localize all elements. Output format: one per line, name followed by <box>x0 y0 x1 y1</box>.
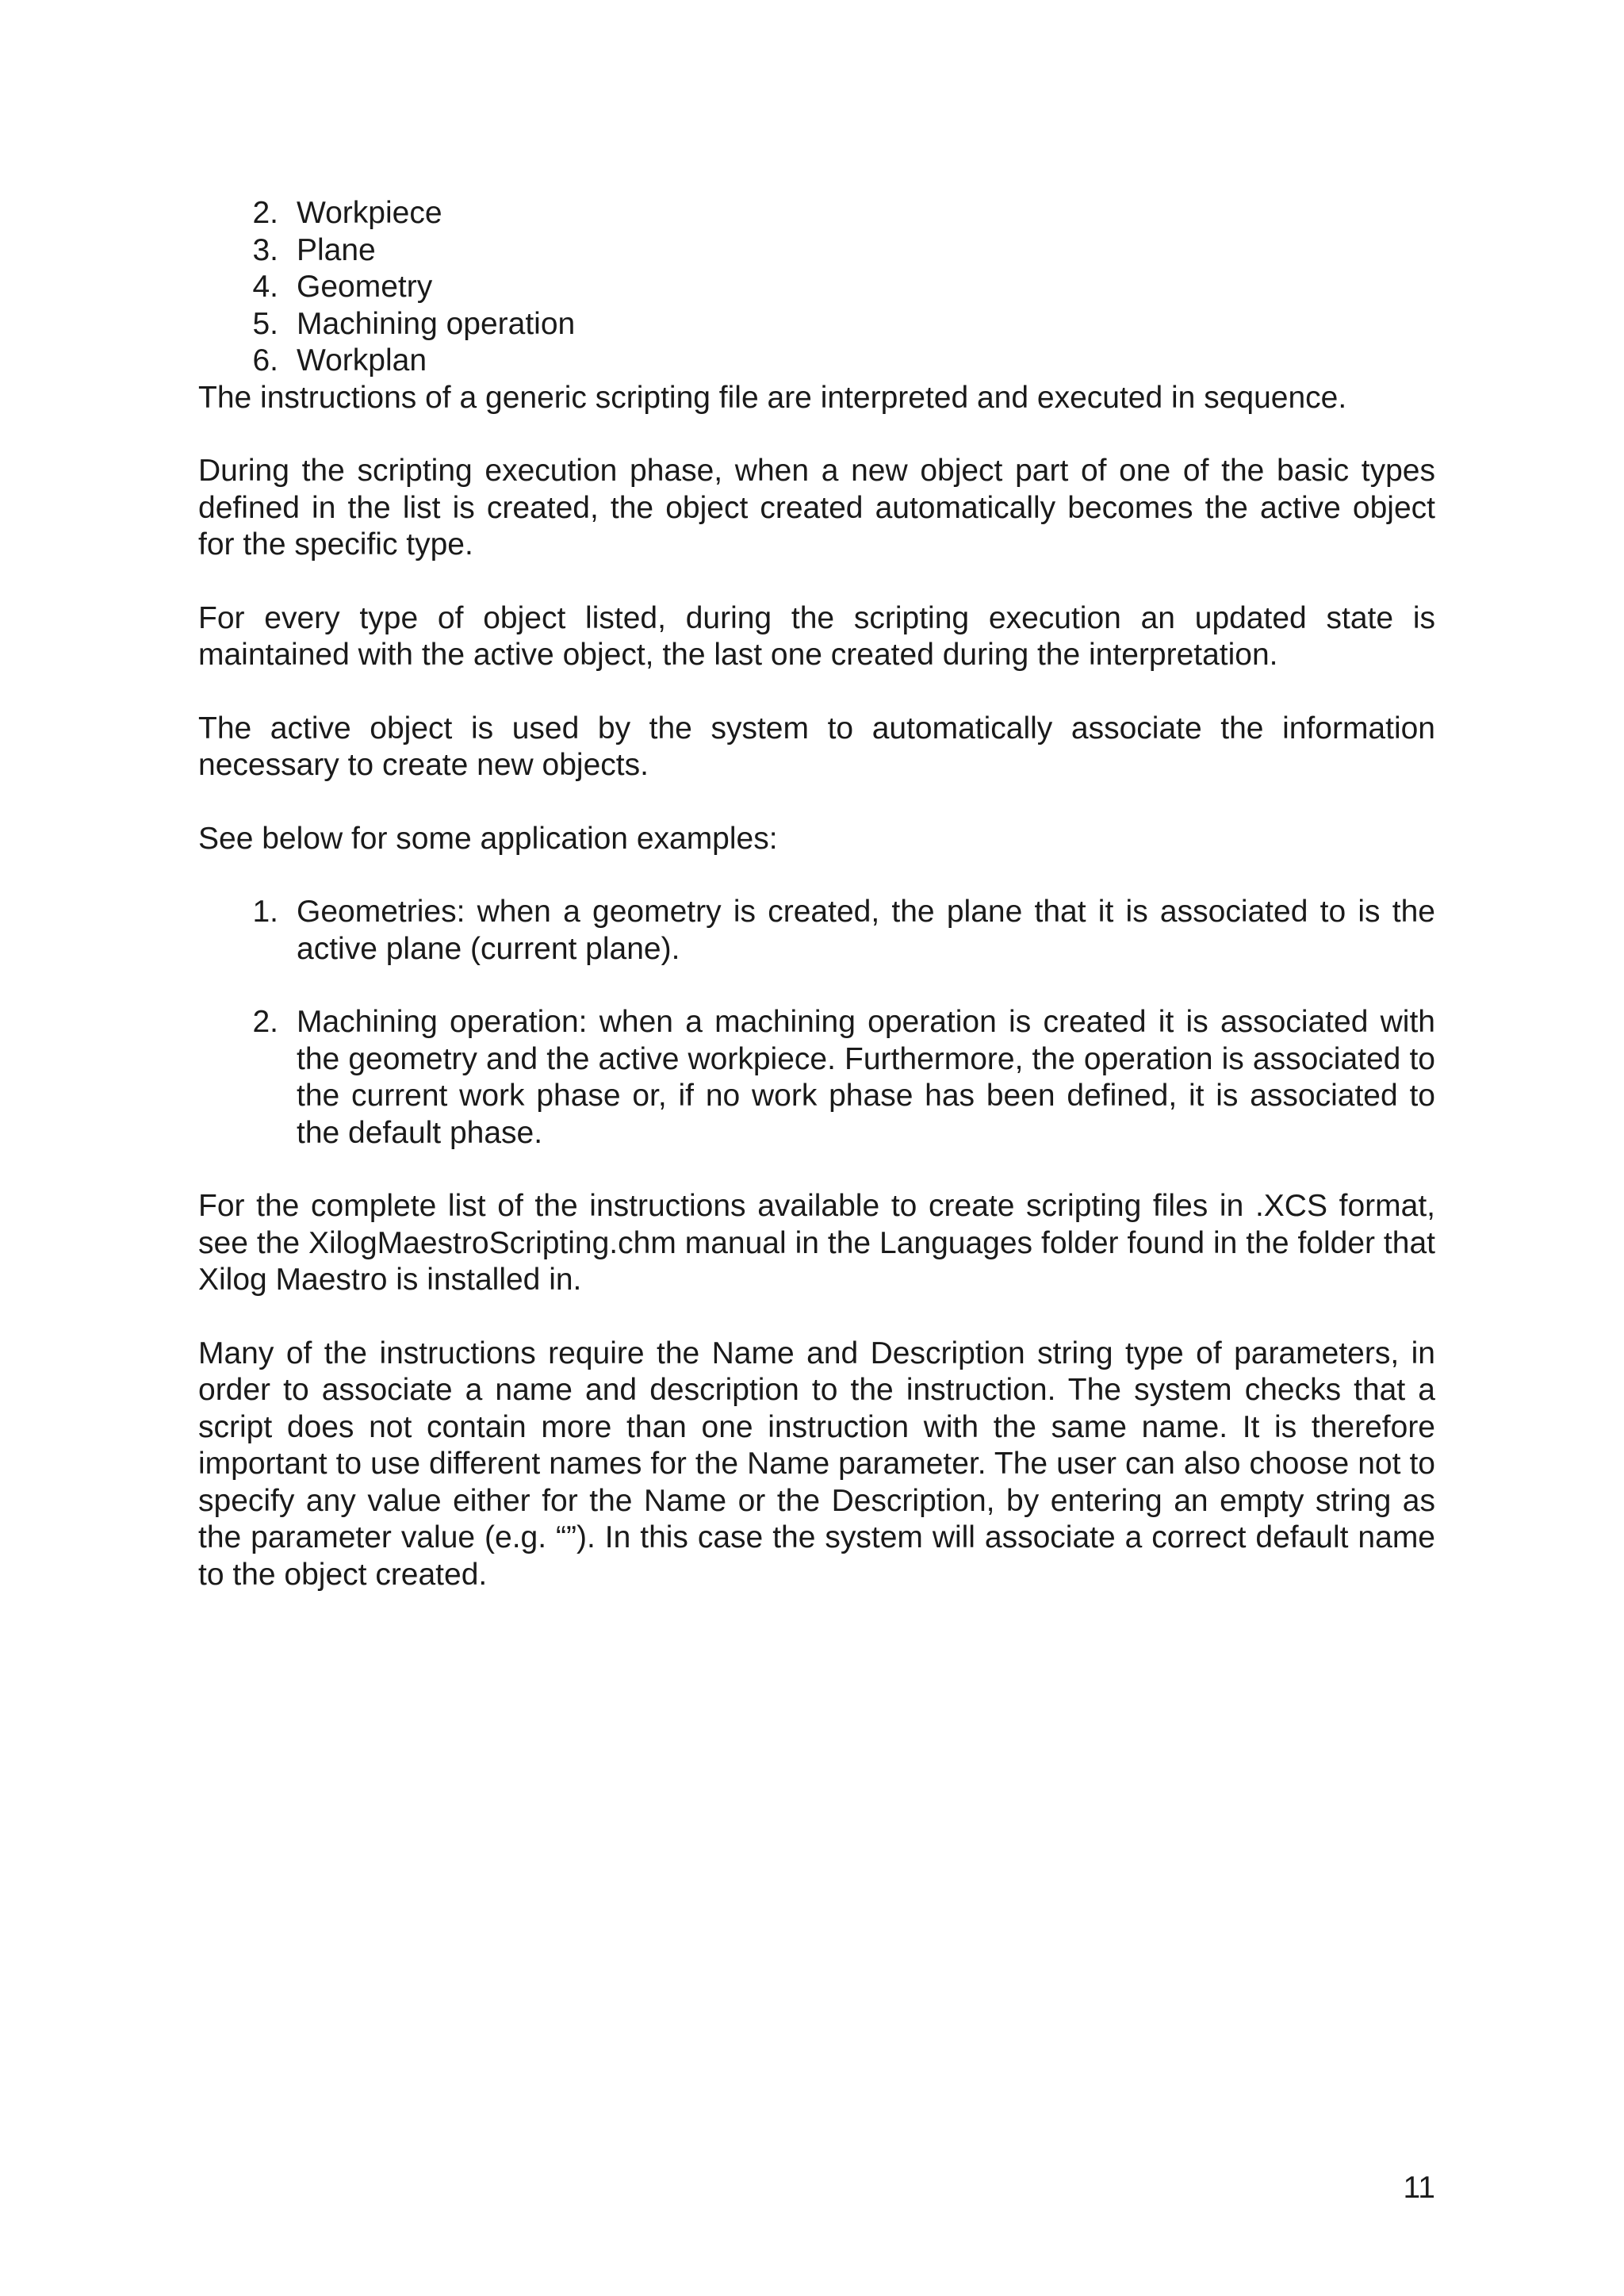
paragraph-updated-state: For every type of object listed, during the scripting execution an updated state is maintained with the active object, the last one created during the interpretation. <box>198 600 1435 672</box>
list-item: 1. Geometries: when a geometry is created, the plane that it is associated to is the active plane (current plane). <box>252 895 1435 966</box>
page-content <box>198 195 1435 1630</box>
paragraph-active-object-usage: The active object is used by the system to automatically associate the information necessary to create new objects. <box>198 711 1435 782</box>
list-item: 4. Geometry <box>252 270 433 304</box>
paragraph-examples-intro: See below for some application examples: <box>198 821 778 856</box>
list-item: 5. Machining operation <box>252 306 576 341</box>
list-item: 2. Workpiece <box>252 196 442 230</box>
paragraph-instruction-list-reference: For the complete list of the instructions available to create scripting files in .XCS format, see the XilogMaestroScripting.chm manual in the Languages folder found in the folder that Xilog Maestro is installed in. <box>198 1189 1435 1297</box>
paragraph-sequence: The instructions of a generic scripting file are interpreted and executed in sequence. <box>198 380 1347 415</box>
paragraph-active-object-creation: During the scripting execution phase, when a new object part of one of the basic types defined in the list is created, the object created automatically becomes the active object for the specific type. <box>198 454 1435 562</box>
object-type-list <box>198 195 1435 380</box>
examples-list <box>198 894 1435 1152</box>
page-number: 11 <box>1403 2171 1435 2205</box>
list-item: 6. Workplan <box>252 343 427 378</box>
list-item: 2. Machining operation: when a machining operation is created it is associated with the geometry and the active workpiece. Furthermore, the operation is associated to the current work phase or, if no work phase has been defined, it is associated to the default phase. <box>252 1005 1435 1150</box>
list-item: 3. Plane <box>252 232 376 267</box>
paragraph-name-description-parameters: Many of the instructions require the Name and Description string type of parameters, in order to associate a name and description to the instruction. The system checks that a script does not contain more than one instruction with the same name. It is therefore important to use different names for the Name parameter. The user can also choose not to specify any value either for the Name or the Description, by entering an empty string as the parameter value (e.g. “”). In this case the system will associate a correct default name to the object created. <box>198 1336 1435 1592</box>
